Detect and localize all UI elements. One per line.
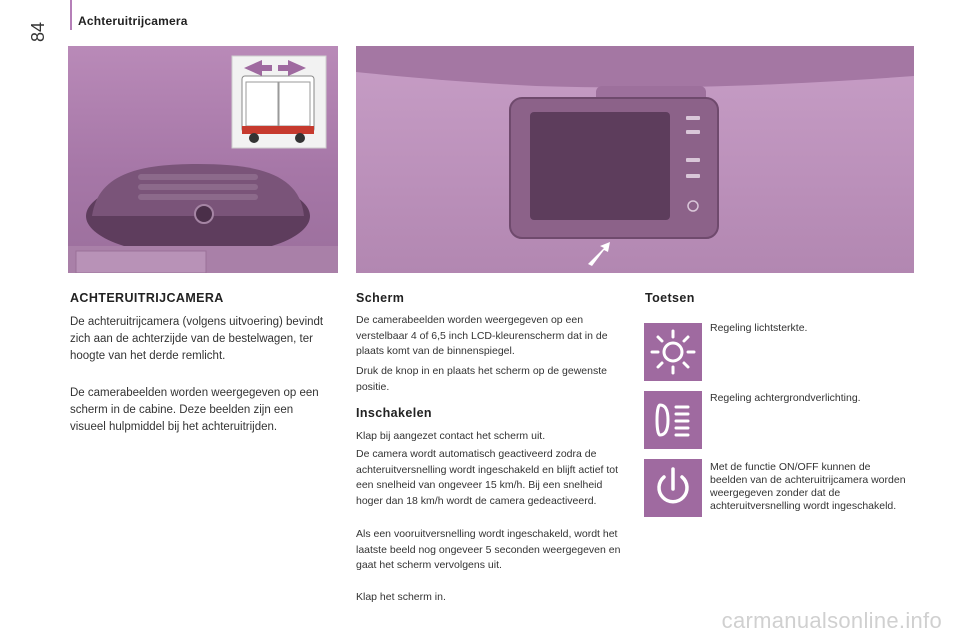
lcd-screen-illustration	[356, 46, 914, 273]
brightness-icon	[644, 323, 702, 381]
key-label-power: Met de functie ON/OFF kunnen de beelden van de achteruitrijcamera worden weergegeven zonder dat de achteruitversnelling wordt ingeschakeld.	[710, 461, 906, 512]
screen-pointer-arrow-icon	[588, 242, 610, 266]
page-header-title: Achteruitrijcamera	[78, 14, 188, 28]
switch-paragraph-4: Klap het scherm in.	[356, 591, 446, 603]
screen-paragraph-1: De camerabeelden worden weergegeven op een verstelbaar 4 of 6,5 inch LCD-kleurenscherm dat in de plaats komt van de binnenspiegel.	[356, 314, 608, 357]
camera-housing-illustration	[68, 46, 338, 273]
lcd-screen-drawing	[356, 46, 914, 273]
switch-paragraph-2: De camera wordt automatisch geactiveerd zodra de achteruitversnelling wordt ingeschakeld en blijft actief tot een snelheid van ongeveer 15 km/h. Bij een snelheid hoger dan 18 km/h wordt de camera gedeactiveerd.	[356, 448, 619, 507]
section-title-screen: Scherm	[356, 291, 405, 305]
key-label-brightness: Regeling lichtsterkte.	[710, 322, 808, 334]
section-title-switch-on: Inschakelen	[356, 406, 432, 420]
camera-intro-paragraph: De achteruitrijcamera (volgens uitvoering) bevindt zich aan de achterzijde van de bestelwagen, ter hoogte van het derde remlicht.	[70, 316, 324, 362]
screen-paragraph-2: Druk de knop in en plaats het scherm op de gewenste positie.	[356, 365, 607, 393]
switch-paragraph-1: Klap bij aangezet contact het scherm uit.	[356, 430, 546, 442]
section-title-camera: ACHTERUITRIJCAMERA	[70, 291, 224, 305]
switch-paragraph-3: Als een vooruitversnelling wordt ingeschakeld, wordt het laatste beeld nog ongeveer 5 seconden weergegeven en gaat het scherm vervolgens uit.	[356, 528, 621, 571]
camera-housing-drawing	[68, 46, 338, 273]
section-title-keys: Toetsen	[645, 291, 695, 305]
camera-display-paragraph: De camerabeelden worden weergegeven op een scherm in de cabine. Deze beelden zijn een visueel hulpmiddel bij het achteruitrijden.	[70, 387, 319, 433]
key-label-backlight: Regeling achtergrondverlichting.	[710, 392, 861, 404]
backlight-icon	[644, 391, 702, 449]
power-icon	[644, 459, 702, 517]
watermark: carmanualsonline.info	[721, 608, 942, 633]
van-rear-icon	[242, 76, 314, 143]
margin-rule	[70, 0, 72, 30]
page-number: 84	[28, 21, 48, 42]
